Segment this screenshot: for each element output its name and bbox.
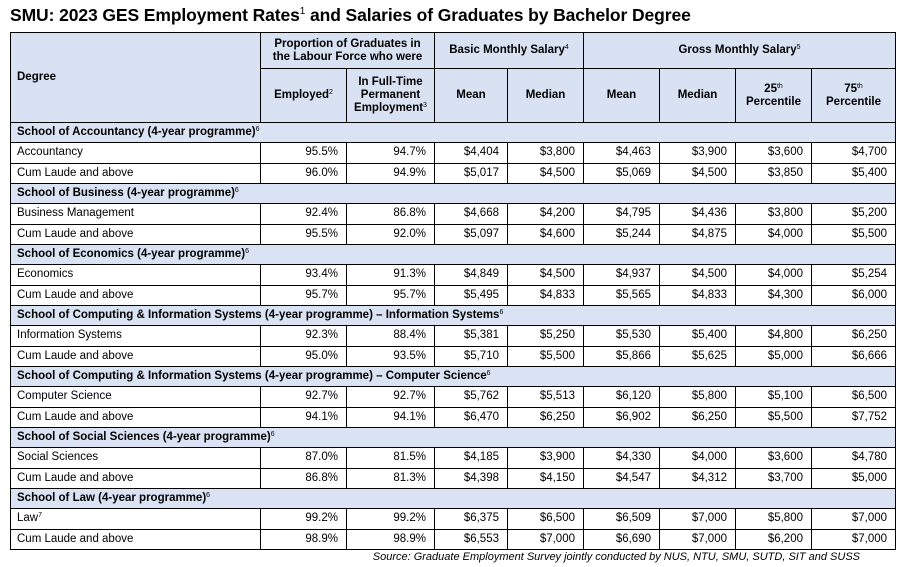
value-cell: $4,398 xyxy=(435,468,508,489)
value-cell: $6,902 xyxy=(584,407,660,428)
value-cell: 94.1% xyxy=(347,407,435,428)
section-title xyxy=(11,123,896,143)
title-text-cont: and Salaries of Graduates by Bachelor Degree xyxy=(305,5,691,25)
value-cell: $3,850 xyxy=(736,163,812,184)
value-cell: $4,500 xyxy=(508,163,584,184)
degree-cell xyxy=(11,407,261,428)
value-cell: $7,000 xyxy=(660,509,736,530)
value-cell: $6,666 xyxy=(812,346,896,367)
value-cell: $5,250 xyxy=(508,326,584,347)
value-cell: $7,000 xyxy=(812,509,896,530)
value-cell: $4,312 xyxy=(660,468,736,489)
value-cell: 86.8% xyxy=(347,204,435,225)
header-row-1 xyxy=(11,33,896,69)
degree-name: Business Management xyxy=(17,207,134,220)
header-p75-num: 75 xyxy=(844,82,857,95)
value-cell: 95.7% xyxy=(261,285,347,306)
value-cell: $5,500 xyxy=(812,224,896,245)
value-cell: $3,800 xyxy=(736,204,812,225)
value-cell: $5,530 xyxy=(584,326,660,347)
section-title xyxy=(11,184,896,204)
section-row xyxy=(11,428,896,448)
value-cell: $7,752 xyxy=(812,407,896,428)
table-row xyxy=(11,224,896,245)
value-cell: 87.0% xyxy=(261,448,347,469)
value-cell: $6,250 xyxy=(660,407,736,428)
section-name: School of Economics (4-year programme) xyxy=(17,248,246,260)
value-cell: $7,000 xyxy=(508,529,584,550)
section-name: School of Business (4-year programme) xyxy=(17,187,235,199)
table-row xyxy=(11,509,896,530)
degree-name: Cum Laude and above xyxy=(17,471,134,484)
value-cell: 92.0% xyxy=(347,224,435,245)
value-cell: 81.3% xyxy=(347,468,435,489)
section-title xyxy=(11,367,896,387)
value-cell: 94.7% xyxy=(347,143,435,164)
value-cell: $5,381 xyxy=(435,326,508,347)
header-gross-median: Median xyxy=(660,69,736,123)
employment-table xyxy=(10,32,896,550)
value-cell: $6,250 xyxy=(812,326,896,347)
value-cell: $4,600 xyxy=(508,224,584,245)
value-cell: $5,100 xyxy=(736,387,812,408)
degree-cell xyxy=(11,509,261,530)
table-row xyxy=(11,285,896,306)
table-row xyxy=(11,265,896,286)
header-p75-sup: th xyxy=(856,82,863,90)
value-cell: 95.5% xyxy=(261,224,347,245)
value-cell: $5,800 xyxy=(660,387,736,408)
degree-name: Cum Laude and above xyxy=(17,227,134,240)
degree-name: Cum Laude and above xyxy=(17,410,134,423)
value-cell: $5,400 xyxy=(812,163,896,184)
value-cell: $4,404 xyxy=(435,143,508,164)
value-cell: 94.1% xyxy=(261,407,347,428)
section-row xyxy=(11,123,896,143)
value-cell: 95.0% xyxy=(261,346,347,367)
degree-name: Law xyxy=(17,512,39,525)
value-cell: $5,495 xyxy=(435,285,508,306)
value-cell: 95.7% xyxy=(347,285,435,306)
table-row xyxy=(11,387,896,408)
section-name: School of Law (4-year programme) xyxy=(17,492,207,504)
value-cell: 94.9% xyxy=(347,163,435,184)
degree-cell xyxy=(11,468,261,489)
value-cell: $5,762 xyxy=(435,387,508,408)
value-cell: 81.5% xyxy=(347,448,435,469)
header-gross-mean: Mean xyxy=(584,69,660,123)
value-cell: $5,000 xyxy=(812,468,896,489)
section-title xyxy=(11,306,896,326)
section-row xyxy=(11,184,896,204)
value-cell: $4,668 xyxy=(435,204,508,225)
degree-cell xyxy=(11,163,261,184)
value-cell: 92.3% xyxy=(261,326,347,347)
title-footnote: 1 xyxy=(299,6,306,17)
header-gross-salary xyxy=(584,33,896,69)
header-p25-label: Percentile xyxy=(746,95,801,108)
section-footnote: 6 xyxy=(245,248,250,255)
degree-cell xyxy=(11,285,261,306)
value-cell: 91.3% xyxy=(347,265,435,286)
value-cell: $4,795 xyxy=(584,204,660,225)
value-cell: $4,436 xyxy=(660,204,736,225)
header-basic-label: Basic Monthly Salary xyxy=(449,44,565,56)
value-cell: $4,500 xyxy=(508,265,584,286)
header-employed-footnote: 2 xyxy=(329,89,333,96)
value-cell: $4,000 xyxy=(660,448,736,469)
value-cell: $5,500 xyxy=(508,346,584,367)
degree-name: Cum Laude and above xyxy=(17,166,134,179)
value-cell: $5,625 xyxy=(660,346,736,367)
header-p75 xyxy=(812,69,896,123)
header-p25 xyxy=(736,69,812,123)
value-cell: 86.8% xyxy=(261,468,347,489)
value-cell: $5,069 xyxy=(584,163,660,184)
value-cell: $3,700 xyxy=(736,468,812,489)
section-row xyxy=(11,306,896,326)
section-row xyxy=(11,367,896,387)
table-row xyxy=(11,163,896,184)
value-cell: 96.0% xyxy=(261,163,347,184)
table-row xyxy=(11,448,896,469)
section-footnote: 6 xyxy=(255,126,260,133)
title-text: SMU: 2023 GES Employment Rates xyxy=(10,5,300,25)
value-cell: $5,565 xyxy=(584,285,660,306)
value-cell: $4,547 xyxy=(584,468,660,489)
value-cell: $5,254 xyxy=(812,265,896,286)
header-gross-label: Gross Monthly Salary xyxy=(678,44,797,56)
value-cell: $4,833 xyxy=(508,285,584,306)
table-row xyxy=(11,468,896,489)
degree-name: Computer Science xyxy=(17,390,112,403)
table-row xyxy=(11,407,896,428)
value-cell: $4,150 xyxy=(508,468,584,489)
section-name: School of Computing & Information Systems (4-year programme) – Computer Science xyxy=(17,370,487,382)
source-note: Source: Graduate Employment Survey jointly conducted by NUS, NTU, SMU, SUTD, SIT and SUSS xyxy=(372,551,860,563)
table-row xyxy=(11,143,896,164)
value-cell: $4,463 xyxy=(584,143,660,164)
degree-name: Social Sciences xyxy=(17,451,99,464)
degree-cell xyxy=(11,204,261,225)
page-title xyxy=(10,5,691,26)
degree-cell xyxy=(11,326,261,347)
value-cell: $6,470 xyxy=(435,407,508,428)
value-cell: $5,800 xyxy=(736,509,812,530)
value-cell: $7,000 xyxy=(812,529,896,550)
degree-name: Economics xyxy=(17,268,74,281)
value-cell: $6,690 xyxy=(584,529,660,550)
value-cell: $5,244 xyxy=(584,224,660,245)
value-cell: 99.2% xyxy=(261,509,347,530)
value-cell: $5,097 xyxy=(435,224,508,245)
value-cell: $4,500 xyxy=(660,265,736,286)
section-name: School of Computing & Information Systems (4-year programme) – Information Systems xyxy=(17,309,500,321)
value-cell: $4,780 xyxy=(812,448,896,469)
value-cell: $3,800 xyxy=(508,143,584,164)
value-cell: 99.2% xyxy=(347,509,435,530)
degree-name: Cum Laude and above xyxy=(17,532,134,545)
section-footnote: 6 xyxy=(499,309,504,316)
value-cell: $6,120 xyxy=(584,387,660,408)
value-cell: $5,000 xyxy=(736,346,812,367)
header-basic-footnote: 4 xyxy=(564,44,569,51)
value-cell: $6,509 xyxy=(584,509,660,530)
section-footnote: 6 xyxy=(270,431,275,438)
section-title xyxy=(11,428,896,448)
section-title xyxy=(11,489,896,509)
value-cell: 92.7% xyxy=(347,387,435,408)
value-cell: $6,500 xyxy=(812,387,896,408)
degree-cell xyxy=(11,265,261,286)
value-cell: 92.4% xyxy=(261,204,347,225)
header-basic-mean: Mean xyxy=(435,69,508,123)
header-fulltime-footnote: 3 xyxy=(423,102,427,109)
header-proportion: Proportion of Graduates in the Labour Force who were xyxy=(261,33,435,69)
section-title xyxy=(11,245,896,265)
value-cell: 92.7% xyxy=(261,387,347,408)
value-cell: $5,200 xyxy=(812,204,896,225)
value-cell: $6,553 xyxy=(435,529,508,550)
value-cell: 93.5% xyxy=(347,346,435,367)
header-fulltime xyxy=(347,69,435,123)
value-cell: $4,875 xyxy=(660,224,736,245)
value-cell: $6,000 xyxy=(812,285,896,306)
header-basic-median: Median xyxy=(508,69,584,123)
section-row xyxy=(11,245,896,265)
section-footnote: 6 xyxy=(486,370,491,377)
header-fulltime-label: In Full-Time Permanent Employment xyxy=(354,76,424,114)
value-cell: $5,017 xyxy=(435,163,508,184)
value-cell: $4,000 xyxy=(736,265,812,286)
header-employed-label: Employed xyxy=(274,89,330,101)
degree-name: Cum Laude and above xyxy=(17,288,134,301)
header-p75-label: Percentile xyxy=(826,95,881,108)
degree-name: Cum Laude and above xyxy=(17,349,134,362)
value-cell: 93.4% xyxy=(261,265,347,286)
section-footnote: 6 xyxy=(234,187,239,194)
value-cell: $6,500 xyxy=(508,509,584,530)
value-cell: $3,600 xyxy=(736,143,812,164)
value-cell: $6,375 xyxy=(435,509,508,530)
table-row xyxy=(11,346,896,367)
value-cell: 98.9% xyxy=(347,529,435,550)
value-cell: $4,833 xyxy=(660,285,736,306)
degree-cell xyxy=(11,143,261,164)
value-cell: $5,513 xyxy=(508,387,584,408)
header-basic-salary xyxy=(435,33,584,69)
value-cell: 95.5% xyxy=(261,143,347,164)
section-footnote: 6 xyxy=(206,492,211,499)
degree-name: Information Systems xyxy=(17,329,122,342)
table-row xyxy=(11,326,896,347)
table-body xyxy=(11,123,896,550)
value-cell: $4,500 xyxy=(660,163,736,184)
value-cell: $4,300 xyxy=(736,285,812,306)
value-cell: $4,330 xyxy=(584,448,660,469)
value-cell: $4,000 xyxy=(736,224,812,245)
value-cell: $3,900 xyxy=(508,448,584,469)
value-cell: $5,710 xyxy=(435,346,508,367)
degree-cell xyxy=(11,448,261,469)
value-cell: $5,400 xyxy=(660,326,736,347)
degree-cell xyxy=(11,387,261,408)
value-cell: $6,200 xyxy=(736,529,812,550)
value-cell: $4,800 xyxy=(736,326,812,347)
value-cell: 98.9% xyxy=(261,529,347,550)
header-p25-num: 25 xyxy=(764,82,777,95)
value-cell: $4,185 xyxy=(435,448,508,469)
value-cell: $4,700 xyxy=(812,143,896,164)
value-cell: 88.4% xyxy=(347,326,435,347)
value-cell: $4,200 xyxy=(508,204,584,225)
value-cell: $6,250 xyxy=(508,407,584,428)
value-cell: $3,900 xyxy=(660,143,736,164)
value-cell: $7,000 xyxy=(660,529,736,550)
degree-cell xyxy=(11,224,261,245)
value-cell: $5,500 xyxy=(736,407,812,428)
value-cell: $4,849 xyxy=(435,265,508,286)
value-cell: $3,600 xyxy=(736,448,812,469)
value-cell: $5,866 xyxy=(584,346,660,367)
header-p25-sup: th xyxy=(776,82,783,90)
table-row xyxy=(11,529,896,550)
degree-name: Accountancy xyxy=(17,146,83,159)
header-employed xyxy=(261,69,347,123)
degree-cell xyxy=(11,346,261,367)
degree-footnote: 7 xyxy=(38,512,43,520)
section-name: School of Social Sciences (4-year programme) xyxy=(17,431,271,443)
header-degree: Degree xyxy=(11,33,261,123)
degree-cell xyxy=(11,529,261,550)
header-gross-footnote: 5 xyxy=(796,44,801,51)
value-cell: $4,937 xyxy=(584,265,660,286)
section-name: School of Accountancy (4-year programme) xyxy=(17,126,256,138)
section-row xyxy=(11,489,896,509)
table-row xyxy=(11,204,896,225)
